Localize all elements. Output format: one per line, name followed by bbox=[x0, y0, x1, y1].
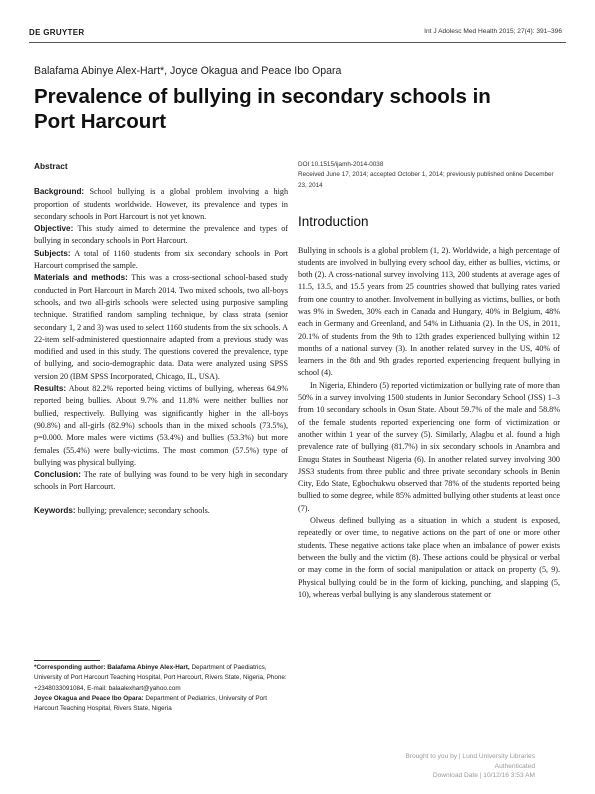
download-line: Authenticated bbox=[494, 762, 535, 770]
journal-citation: Int J Adolesc Med Health 2015; 27(4): 391–396 bbox=[424, 28, 562, 35]
doi: DOI 10.1515/ijamh-2014-0038 bbox=[298, 161, 384, 168]
coauthors-text: Department of Pediatrics, University of Port Harcourt Teaching Hospital, Rivers State, Nigeria bbox=[34, 694, 268, 713]
article-meta bbox=[298, 160, 560, 191]
abstract-text: About 82.2% reported being victims of bullying, whereas 64.9% reported being bullies. About 9.7% and 11.8% were neither bullies nor bullied, respectively. Bullying was significantly higher in the all-boys (90.8%) and all-girls (82.9%) schools than in the mixed schools (73.5%), p=0.000. More males were victims (53.4%) and bullies (53.3%) but more females (55.4%) were bully-victims. The most common (57.5%) type of bullying was physical bullying. bbox=[34, 384, 288, 467]
abstract-label: Materials and methods: bbox=[34, 273, 128, 283]
abstract-text: School bullying is a global problem involving a high proportion of students worldwide. However, its prevalence and types in secondary schools in Port Harcourt is not yet known. bbox=[34, 187, 289, 221]
abstract-label: Objective: bbox=[34, 224, 74, 234]
coauthors-label: Joyce Okagua and Peace Ibo Opara: bbox=[34, 694, 144, 702]
keywords bbox=[34, 505, 288, 517]
abstract-conclusion bbox=[34, 469, 288, 494]
abstract-results bbox=[34, 383, 288, 469]
abstract-text: The rate of bullying was found to be very high in secondary schools in Port Harcourt. bbox=[34, 470, 288, 492]
keywords-text: bullying; prevalence; secondary schools. bbox=[77, 505, 210, 515]
abstract-text: A total of 1160 students from six secondary schools in Port Harcourt comprised the sample. bbox=[34, 248, 288, 271]
running-header bbox=[29, 27, 566, 41]
abstract-label: Conclusion: bbox=[34, 470, 81, 480]
introduction-paragraph: Olweus defined bullying as a situation in which a student is exposed, repeatedly or over time, to negative actions on the part of one or more other students. These negative actions take place when an imbalance of power exists between the bully and the victim (8). These actions could be physical or verbal or may come in the form of social manipulation or attack on property (5, 9). Physical bullying could be in the form of kicking, punching, and slapping (5, 10), whereas verbal bullying is any slanderous statement or bbox=[298, 516, 560, 599]
abstract-label: Background: bbox=[34, 187, 85, 197]
publisher-logo: DE GRUYTER bbox=[29, 28, 85, 37]
introduction-paragraph: In Nigeria, Ehindero (5) reported victimization or bullying rate of more than 50% in a survey involving 1500 students in Junior Secondary School (JSS) 1–3 from 10 secondary schools in Osun State. About 59.7% of the male and 58.8% of the female students reported experiencing one form of victimization or another within 1 year of the survey (5). Similarly, Alagbu et al. found a high prevalence rate of bullying (81.7%) in six secondary schools in Anambra and Enugu States in Southeast Nigeria (6). In another related survey involving 300 JSS3 students from three public and three private secondary schools in Benin City, Edo State, Egbochukwu observed that 78% of the students reported being bullied to some degree, while 85% admitted bullying other students at least once (7). bbox=[298, 380, 560, 513]
abstract-heading: Abstract bbox=[34, 161, 68, 171]
author-footnote bbox=[34, 663, 288, 714]
corresponding-author-text: Department of Paediatrics, University of Port Harcourt Teaching Hospital, Port Harcourt, Rivers State, Nigeria, Phone: +2348033091084, E-mail: balaalexhart@yahoo.com bbox=[34, 664, 287, 692]
introduction-paragraph: Bullying in schools is a global problem (1, 2). Worldwide, a high percentage of students are involved in bullying every school day, either as bullies, victims, or both (2). A cross-national survey involving 113, 200 students at average ages of 11.5, 13.5, and 15.5 years from 25 countries showed that bullying rates varied from one country to another. Involvement in bullying as victims, bullies, or both was 9% in Sweden, 30% each in Canada and Hungary, 40% in Belgium, 48% each in Germany and Greenland, and 54% in Lithuania (2). In the US, in 2011, 20.1% of students from the 9th to 12th grades experienced bullying within 12 months of a national survey (3). In another related survey in the US, 40% of learners in the 8th and 9th grades reported experiencing frequent bullying in school (4). bbox=[298, 245, 560, 378]
body-column bbox=[298, 160, 560, 601]
corresponding-author-label: *Corresponding author: Balafama Abinye Alex-Hart, bbox=[34, 664, 190, 671]
abstract-objective bbox=[34, 223, 288, 248]
abstract-text: This was a cross-sectional school-based study conducted in Port Harcourt in March 2014. Two mixed schools, two all-boys schools, and two all-girls schools were selected using purposive sampling technique. Stratified random sampling technique, by class strata (senior secondary 1, 2 and 3) was used to select 1160 students from the six schools. A 22-item self-administered questionnaire adapted from a previous study was modified and used in this study. The questions covered the prevalence, type of bullying, and socio-demographic data. Data were analyzed using SPSS version 20 (IBM SPSS Incorporated, Chicago, IL, USA). bbox=[34, 273, 289, 381]
header-divider bbox=[29, 42, 566, 43]
author-list: Balafama Abinye Alex-Hart*, Joyce Okagua and Peace Ibo Opara bbox=[34, 65, 342, 77]
abstract-label: Subjects: bbox=[34, 248, 71, 258]
abstract-label: Results: bbox=[34, 384, 67, 394]
abstract-methods bbox=[34, 272, 288, 383]
abstract-subjects bbox=[34, 248, 288, 273]
download-watermark bbox=[295, 752, 535, 781]
article-title: Prevalence of bullying in secondary schools in Port Harcourt bbox=[34, 85, 491, 133]
download-line: Download Date | 10/12/16 3:53 AM bbox=[432, 772, 535, 779]
abstract-background bbox=[34, 186, 288, 223]
keywords-label: Keywords: bbox=[34, 505, 76, 515]
abstract-column bbox=[34, 160, 288, 517]
footnote-divider bbox=[34, 660, 100, 661]
download-line: Brought to you by | Lund University Libraries bbox=[405, 753, 535, 760]
abstract-text: This study aimed to determine the prevalence and types of bullying in secondary schools in Port Harcourt. bbox=[34, 224, 289, 246]
introduction-heading: Introduction bbox=[298, 214, 369, 230]
received-dates: Received June 17, 2014; accepted October 1, 2014; previously published online December 23, 2014 bbox=[298, 171, 554, 189]
